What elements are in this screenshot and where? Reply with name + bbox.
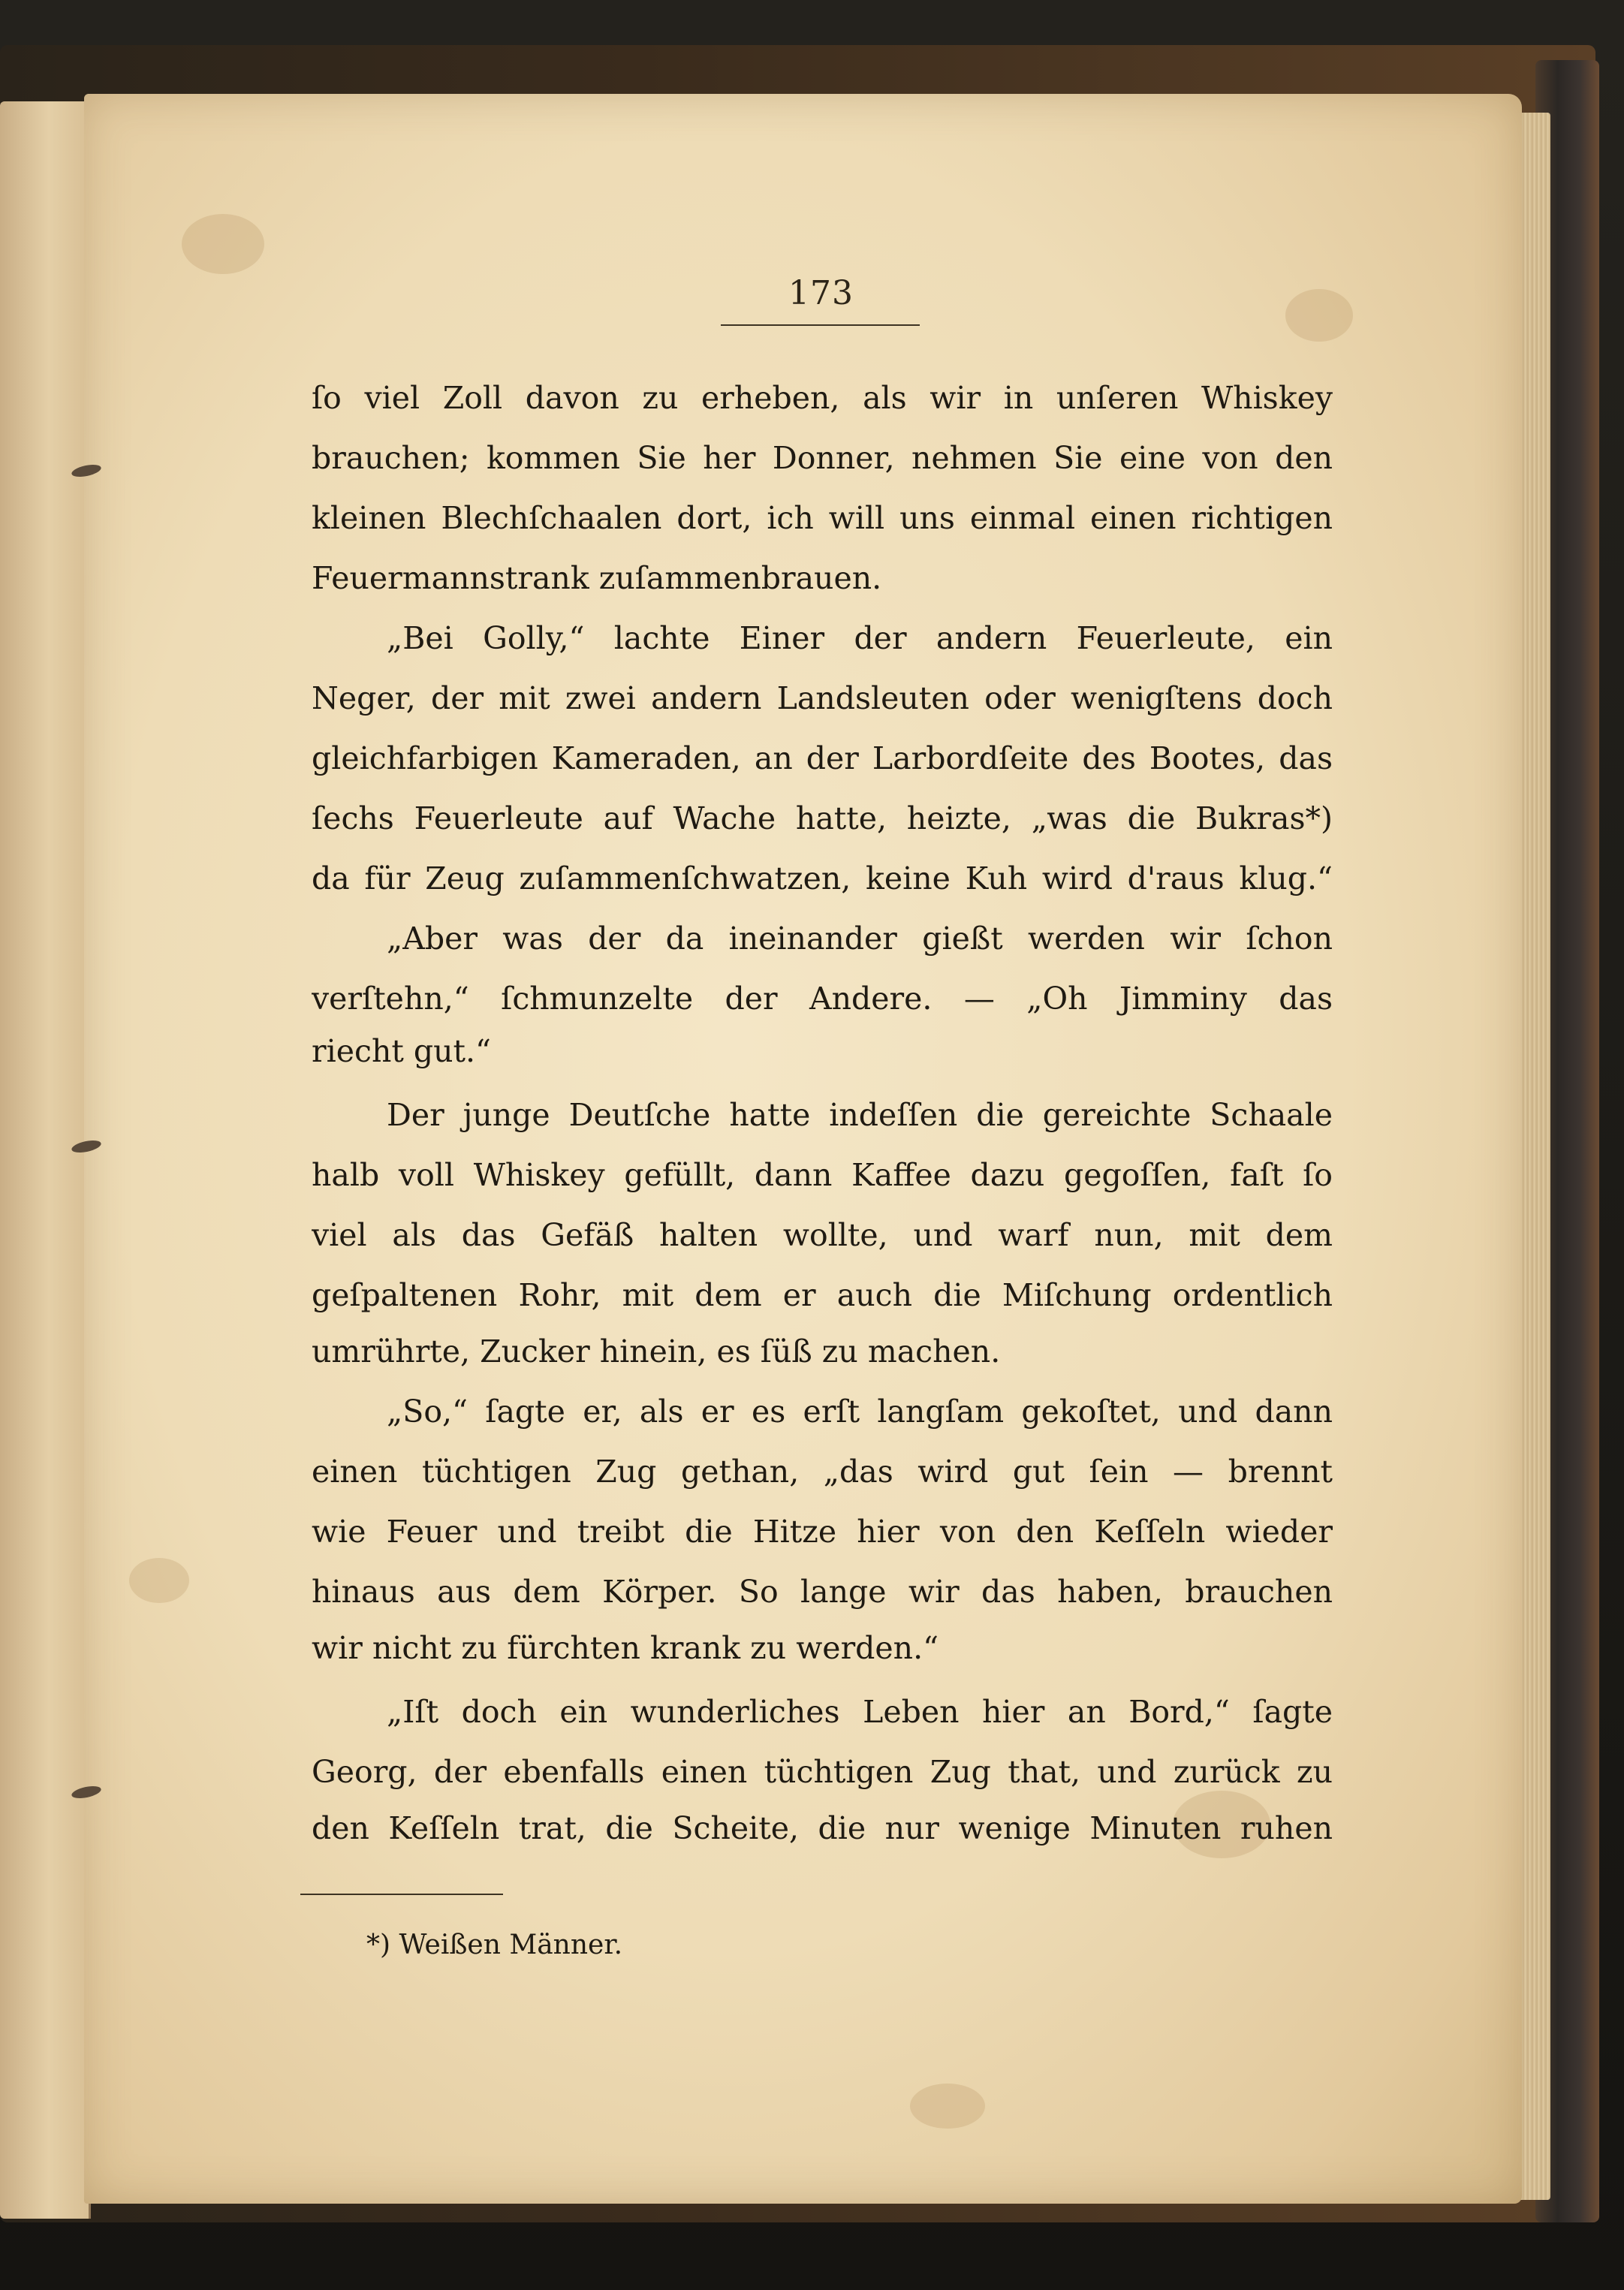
paper-stain — [182, 214, 264, 274]
text-line: Der junge Deutſche hatte indeſſen die gereichte Schaale — [387, 1097, 1333, 1133]
page-number: 173 — [788, 274, 854, 312]
text-line: wie Feuer und treibt die Hitze hier von den Keſſeln wieder — [312, 1514, 1333, 1550]
text-line: hinaus aus dem Körper. So lange wir das haben, brauchen — [312, 1574, 1333, 1610]
header-rule — [721, 324, 920, 326]
paper-stain — [910, 2084, 985, 2129]
paper-stain — [129, 1558, 189, 1603]
text-line: Neger, der mit zwei andern Landsleuten oder wenigſtens doch — [312, 680, 1333, 716]
text-line: wir nicht zu fürchten krank zu werden.“ — [312, 1630, 939, 1666]
text-line: ſo viel Zoll davon zu erheben, als wir in unſeren Whiskey — [312, 380, 1333, 416]
text-line: brauchen; kommen Sie her Donner, nehmen Sie eine von den — [312, 440, 1333, 476]
text-line: geſpaltenen Rohr, mit dem er auch die Miſchung ordentlich — [312, 1277, 1333, 1313]
text-line: umrührte, Zucker hinein, es ſüß zu machen. — [312, 1333, 1001, 1369]
text-line: viel als das Gefäß halten wollte, und warf nun, mit dem — [312, 1217, 1333, 1253]
text-line: da für Zeug zuſammenſchwatzen, keine Kuh wird d'raus klug.“ — [312, 860, 1333, 896]
footnote: *) Weißen Männer. — [366, 1930, 623, 1960]
text-line: gleichfarbigen Kameraden, an der Larbordſeite des Bootes, das — [312, 740, 1333, 776]
text-line: riecht gut.“ — [312, 1033, 491, 1069]
text-line: halb voll Whiskey gefüllt, dann Kaffee dazu gegoſſen, faſt ſo — [312, 1157, 1333, 1193]
footnote-rule — [300, 1894, 503, 1895]
text-line: „Aber was der da ineinander gießt werden wir ſchon — [387, 921, 1333, 957]
text-line: „Bei Golly,“ lachte Einer der andern Feuerleute, ein — [387, 620, 1333, 656]
text-line: „So,“ ſagte er, als er es erſt langſam gekoſtet, und dann — [387, 1394, 1333, 1430]
text-line: Georg, der ebenfalls einen tüchtigen Zug that, und zurück zu — [312, 1754, 1333, 1790]
left-page-gutter — [0, 101, 91, 2219]
text-line: kleinen Blechſchaalen dort, ich will uns einmal einen richtigen — [312, 500, 1333, 536]
text-line: den Keſſeln trat, die Scheite, die nur wenige Minuten ruhen — [312, 1810, 1333, 1846]
text-line: Feuermannstrank zuſammenbrauen. — [312, 560, 882, 596]
text-line: ſechs Feuerleute auf Wache hatte, heizte, „was die Bukras*) — [312, 800, 1333, 836]
paper-stain — [1285, 289, 1353, 342]
text-line: „Iſt doch ein wunderliches Leben hier an Bord,“ ſagte — [387, 1694, 1333, 1730]
text-line: verſtehn,“ ſchmunzelte der Andere. — „Oh Jimminy das — [312, 981, 1333, 1017]
text-line: einen tüchtigen Zug gethan, „das wird gut ſein — brennt — [312, 1454, 1333, 1490]
